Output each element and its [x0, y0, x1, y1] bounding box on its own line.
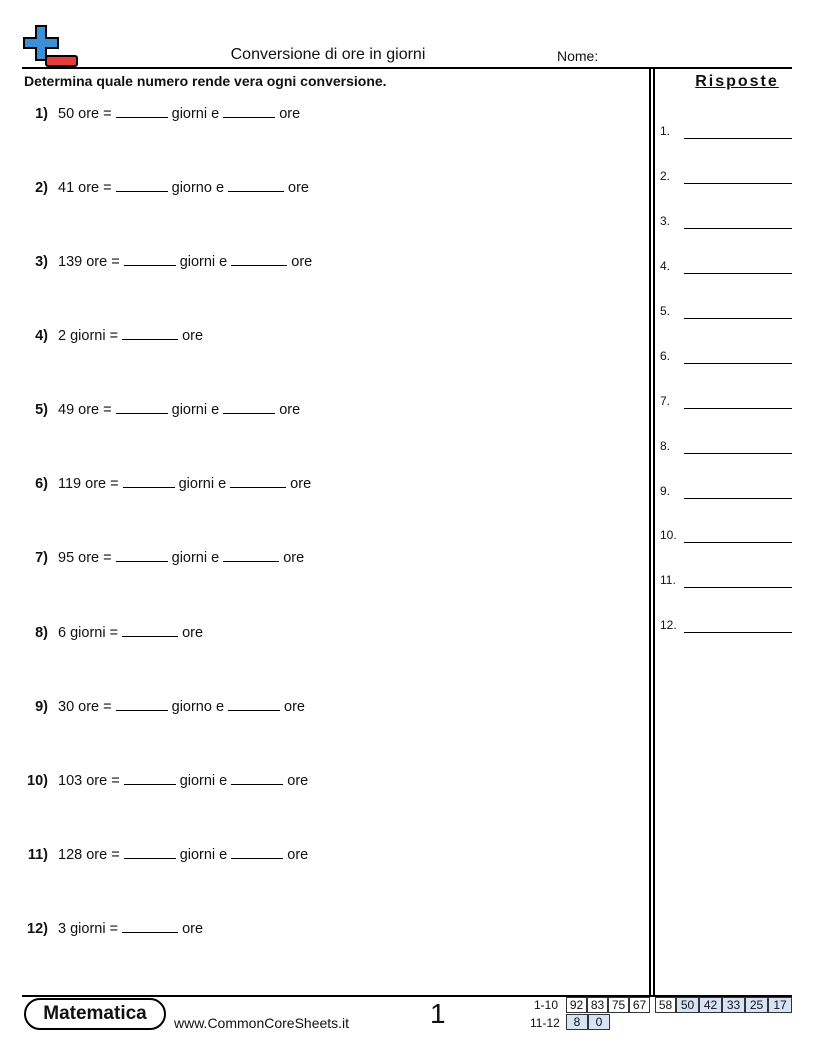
header-divider	[22, 67, 792, 69]
question-10	[24, 770, 308, 789]
website-link[interactable]: www.CommonCoreSheets.it	[174, 1015, 350, 1031]
question-text: 6 giorni =	[58, 625, 119, 641]
question-text: 49 ore =	[58, 402, 112, 418]
question-text: 139 ore =	[58, 254, 120, 270]
answer-blank[interactable]	[124, 770, 176, 785]
score-cell: 42	[699, 997, 722, 1013]
question-text: 41 ore =	[58, 180, 112, 196]
question-text: ore	[182, 921, 204, 937]
answer-line[interactable]	[684, 138, 792, 139]
score-cell: 33	[722, 997, 745, 1013]
question-text: giorni e	[171, 550, 220, 566]
answer-line[interactable]	[684, 273, 792, 274]
answer-line[interactable]	[684, 183, 792, 184]
score-cell: 25	[745, 997, 768, 1013]
score-cell: 17	[768, 997, 792, 1013]
score-cell: 0	[588, 1014, 610, 1030]
brand-badge: Matematica	[24, 998, 166, 1030]
question-text: ore	[279, 402, 301, 418]
question-number: 11)	[27, 847, 48, 863]
answer-blank[interactable]	[122, 622, 178, 637]
answer-blank[interactable]	[228, 696, 280, 711]
answer-label: 9.	[660, 484, 671, 498]
answer-label: 6.	[660, 349, 671, 363]
question-number: 10)	[27, 773, 48, 789]
question-number: 9)	[35, 699, 48, 715]
question-number: 7)	[35, 550, 48, 566]
answer-line[interactable]	[684, 587, 792, 588]
question-text: ore	[182, 328, 204, 344]
question-text: 50 ore =	[58, 106, 112, 122]
question-text: ore	[279, 106, 301, 122]
score-cell: 83	[587, 997, 608, 1013]
answer-blank[interactable]	[122, 325, 178, 340]
answer-label: 3.	[660, 214, 671, 228]
question-text: 2 giorni =	[58, 328, 119, 344]
question-text: 95 ore =	[58, 550, 112, 566]
question-text: 3 giorni =	[58, 921, 119, 937]
question-text: 128 ore =	[58, 847, 120, 863]
question-text: ore	[182, 625, 204, 641]
question-text: 103 ore =	[58, 773, 120, 789]
answer-label: 12.	[660, 618, 677, 632]
question-text: giorni e	[179, 847, 228, 863]
column-divider	[649, 69, 651, 997]
question-number: 5)	[35, 402, 48, 418]
answer-label: 10.	[660, 528, 677, 542]
question-text: giorni e	[171, 402, 220, 418]
answer-line[interactable]	[684, 632, 792, 633]
question-8	[24, 622, 203, 641]
question-number: 12)	[27, 921, 48, 937]
answer-blank[interactable]	[231, 844, 283, 859]
question-text: ore	[290, 476, 312, 492]
answer-label: 2.	[660, 169, 671, 183]
answer-label: 8.	[660, 439, 671, 453]
answer-line[interactable]	[684, 498, 792, 499]
answer-blank[interactable]	[124, 251, 176, 266]
answer-label: 5.	[660, 304, 671, 318]
instructions: Determina quale numero rende vera ogni conversione.	[24, 73, 387, 89]
question-9	[24, 696, 305, 715]
answer-line[interactable]	[684, 228, 792, 229]
question-5	[24, 399, 300, 418]
answer-label: 11.	[660, 573, 676, 587]
question-text: giorni e	[179, 254, 228, 270]
answer-label: 1.	[660, 124, 671, 138]
question-number: 8)	[35, 625, 48, 641]
answer-line[interactable]	[684, 363, 792, 364]
question-text: ore	[291, 254, 313, 270]
answer-blank[interactable]	[116, 696, 168, 711]
answer-line[interactable]	[684, 542, 792, 543]
question-6	[24, 473, 311, 492]
score-cell: 75	[608, 997, 629, 1013]
question-text: ore	[288, 180, 309, 196]
answer-line[interactable]	[684, 408, 792, 409]
question-number: 3)	[35, 254, 48, 270]
answer-blank[interactable]	[230, 473, 286, 488]
column-divider	[653, 69, 655, 997]
question-7	[24, 547, 304, 566]
question-text: giorni e	[179, 773, 228, 789]
page-title: Conversione di ore in giorni	[230, 46, 426, 63]
score-cell: 58	[655, 997, 676, 1013]
question-text: giorno e	[171, 180, 225, 196]
answer-blank[interactable]	[116, 177, 168, 192]
question-text: ore	[287, 773, 309, 789]
question-text: ore	[283, 550, 305, 566]
question-1	[24, 103, 300, 122]
answer-blank[interactable]	[116, 399, 168, 414]
name-label: Nome:	[557, 48, 599, 64]
answer-blank[interactable]	[228, 177, 284, 192]
question-text: giorni e	[171, 106, 220, 122]
answer-blank[interactable]	[231, 251, 287, 266]
question-12	[24, 918, 203, 937]
question-number: 6)	[35, 476, 48, 492]
score-cell: 67	[629, 997, 650, 1013]
page-number: 1	[430, 998, 446, 1029]
question-number: 4)	[35, 328, 48, 344]
answer-blank[interactable]	[116, 547, 168, 562]
answers-title: Risposte	[695, 73, 779, 90]
answer-blank[interactable]	[223, 547, 279, 562]
question-4	[24, 325, 203, 344]
answer-blank[interactable]	[223, 103, 275, 118]
score-cell: 92	[566, 997, 587, 1013]
question-text: ore	[284, 699, 305, 715]
question-2	[24, 177, 309, 196]
question-text: ore	[287, 847, 309, 863]
answer-blank[interactable]	[123, 473, 175, 488]
answer-blank[interactable]	[124, 844, 176, 859]
answer-label: 4.	[660, 259, 671, 273]
question-text: 119 ore =	[58, 476, 119, 492]
score-row-label: 1-10	[534, 998, 559, 1012]
score-cell: 8	[566, 1014, 588, 1030]
question-number: 2)	[35, 180, 48, 196]
question-3	[24, 251, 312, 270]
score-row-label: 11-12	[530, 1016, 560, 1030]
score-cell: 50	[676, 997, 699, 1013]
question-number: 1)	[35, 106, 48, 122]
answer-label: 7.	[660, 394, 671, 408]
answer-line[interactable]	[684, 453, 792, 454]
answer-blank[interactable]	[116, 103, 168, 118]
answer-line[interactable]	[684, 318, 792, 319]
question-text: giorno e	[171, 699, 225, 715]
question-text: 30 ore =	[58, 699, 112, 715]
answer-blank[interactable]	[122, 918, 178, 933]
answer-blank[interactable]	[231, 770, 283, 785]
answer-blank[interactable]	[223, 399, 275, 414]
question-text: giorni e	[178, 476, 227, 492]
question-11	[24, 844, 308, 863]
